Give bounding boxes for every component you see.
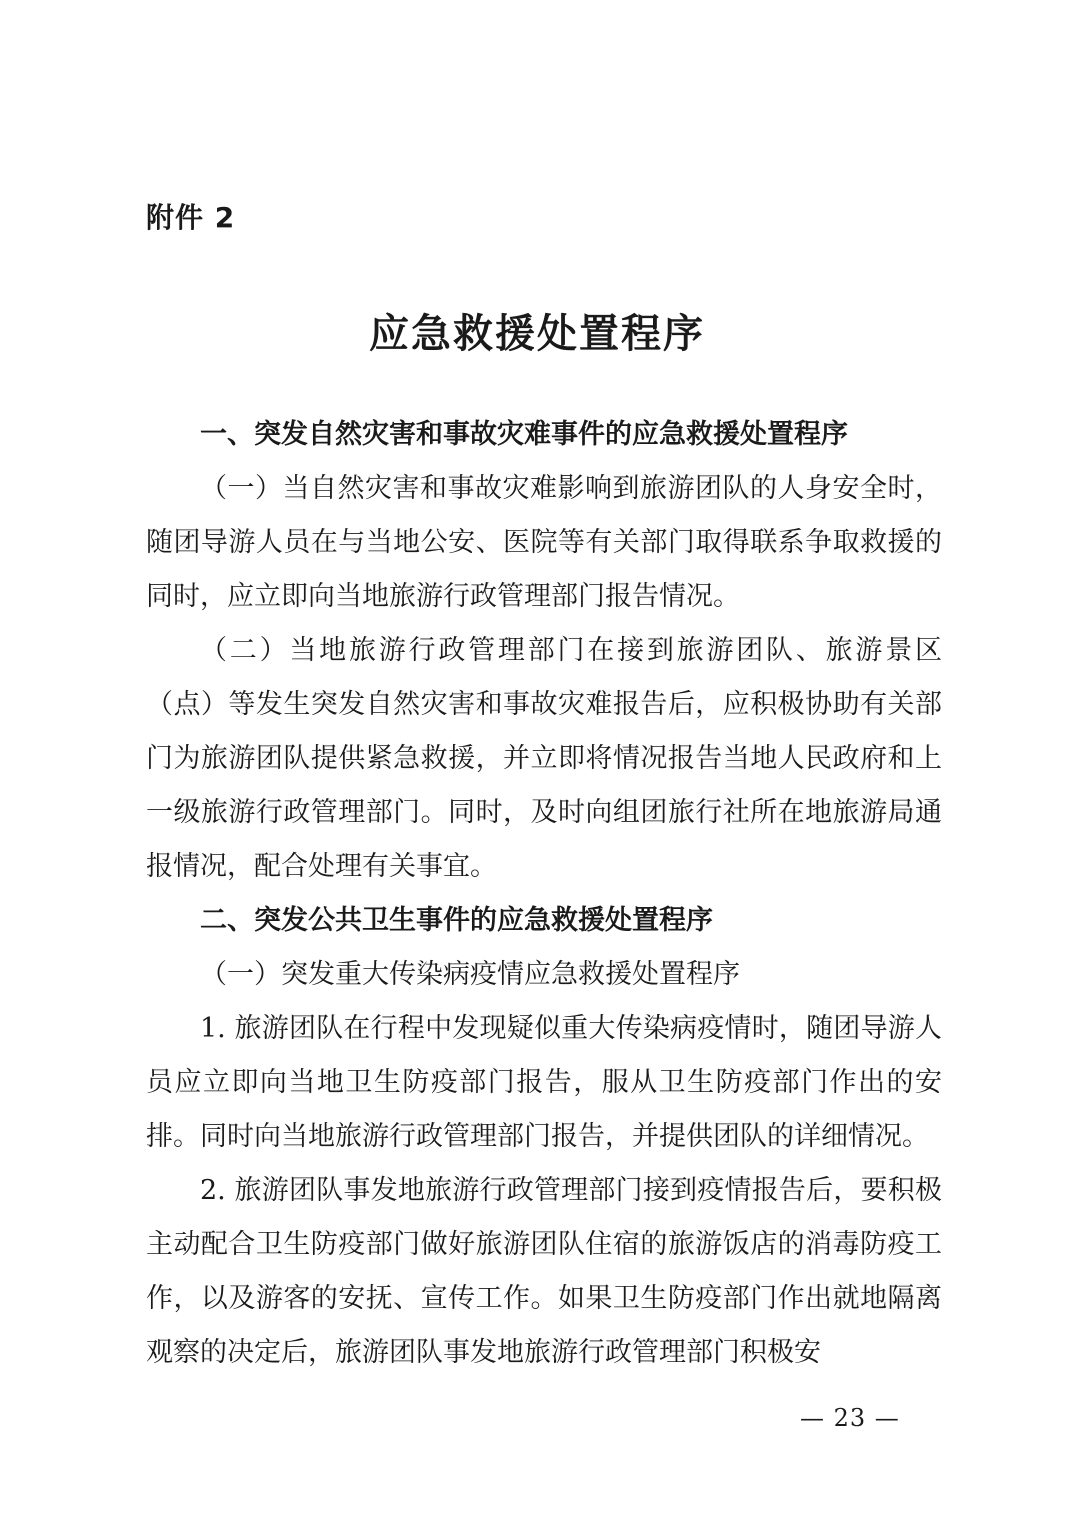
- attachment-label: 附件 2: [146, 201, 236, 234]
- paragraph: 1. 旅游团队在行程中发现疑似重大传染病疫情时，随团导游人员应立即向当地卫生防疫部门报告，服从卫生防疫部门作出的安排。同时向当地旅游行政管理部门报告，并提供团队的详细情况。: [146, 1013, 942, 1152]
- paragraph: 2. 旅游团队事发地旅游行政管理部门接到疫情报告后，要积极主动配合卫生防疫部门做好旅游团队住宿的旅游饭店的消毒防疫工作，以及游客的安抚、宣传工作。如果卫生防疫部门作出就地隔离观察的决定后，旅游团队事发地旅游行政管理部门积极安: [146, 1175, 942, 1368]
- paragraph: （一）当自然灾害和事故灾难影响到旅游团队的人身安全时，随团导游人员在与当地公安、医院等有关部门取得联系争取救援的同时，应立即向当地旅游行政管理部门报告情况。: [146, 473, 942, 612]
- document-title: 应急救援处置程序: [369, 310, 705, 357]
- paragraph: （二）当地旅游行政管理部门在接到旅游团队、旅游景区（点）等发生突发自然灾害和事故灾难报告后，应积极协助有关部门为旅游团队提供紧急救援，并立即将情况报告当地人民政府和上一级旅游行政管理部门。同时，及时向组团旅行社所在地旅游局通报情况，配合处理有关事宜。: [146, 635, 942, 882]
- subheading: （一）突发重大传染病疫情应急救援处置程序: [200, 959, 740, 990]
- page-number: — 23 —: [800, 1404, 900, 1432]
- section-heading-2: 二、突发公共卫生事件的应急救援处置程序: [200, 905, 713, 936]
- document-body: [146, 408, 942, 1380]
- section-heading-1: 一、突发自然灾害和事故灾难事件的应急救援处置程序: [200, 419, 848, 450]
